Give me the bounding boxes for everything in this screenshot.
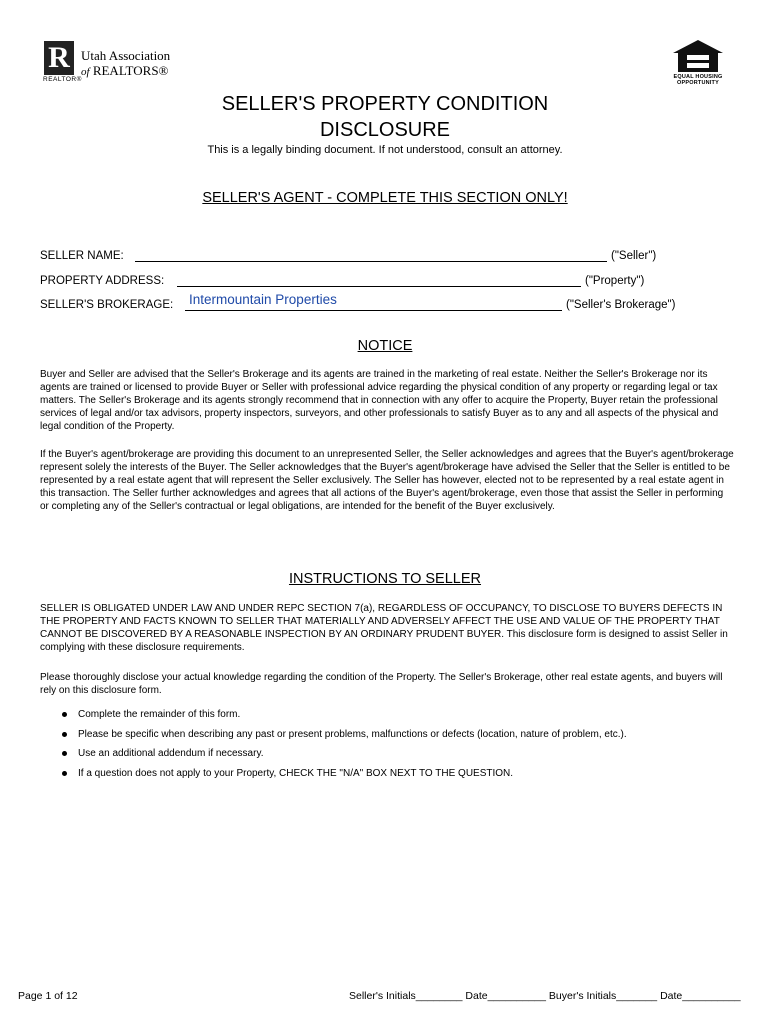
- agent-section-heading: SELLER'S AGENT - COMPLETE THIS SECTION ONLY!: [202, 190, 568, 206]
- sellers-brokerage-label: SELLER'S BROKERAGE:: [40, 299, 174, 311]
- property-address-label: PROPERTY ADDRESS:: [40, 275, 165, 287]
- seller-name-suffix: ("Seller"): [611, 250, 657, 262]
- seller-name-row: [40, 246, 730, 264]
- association-name-line1: Utah Association: [81, 48, 171, 63]
- opportunity-text: OPPORTUNITY: [677, 80, 719, 86]
- document-title-line1: SELLER'S PROPERTY CONDITION: [221, 93, 549, 115]
- realtor-association-logo: [43, 40, 173, 88]
- bullet-icon: [62, 771, 67, 776]
- sellers-brokerage-row: [40, 292, 730, 313]
- list-item: If a question does not apply to your Property, CHECK THE "N/A" BOX NEXT TO THE QUESTION.: [40, 767, 730, 780]
- instructions-bullet-list: [40, 708, 730, 786]
- seller-name-field[interactable]: [135, 245, 607, 262]
- sellers-brokerage-field[interactable]: Intermountain Properties: [185, 294, 562, 311]
- list-item: Complete the remainder of this form.: [40, 708, 730, 721]
- property-address-field[interactable]: [177, 270, 581, 287]
- instructions-paragraph-2: Please thoroughly disclose your actual knowledge regarding the condition of the Property. The Seller's Brokerage, other real estate agents, and buyers will rely on this disclosure form.: [40, 672, 723, 696]
- property-address-suffix: ("Property"): [585, 275, 645, 287]
- list-item: Please be specific when describing any past or present problems, malfunctions or defects (location, nature of problem, etc.).: [40, 728, 730, 741]
- initials-date-line[interactable]: Seller's Initials________ Date__________ Buyer's Initials_______ Date__________: [349, 990, 741, 1002]
- notice-paragraph-2: If the Buyer's agent/brokerage are providing this document to an unrepresented Seller, the Seller acknowledges and agrees that the Buyer's agent/brokerage represent solely the interests of the Buyer. The Seller acknowledges that the Buyer's agent/brokerage have advised the Seller that the Seller is entitled to be represented by a real estate agent that will represent the Seller exclusively. The Seller has however, elected not to be represented by a real estate agent in this transaction. The Seller further acknowledges and agrees that all actions of the Buyer's agent/brokerage, even those that assist the Seller in performing or completing any of the Seller's contractual or legal obligations, are intended for the benefit of the Buyer exclusively.: [40, 449, 734, 512]
- equal-housing-house-icon: [671, 39, 725, 73]
- equal-housing-logo: [671, 39, 725, 87]
- association-name-line2: of REALTORS®: [81, 63, 169, 78]
- page-number: Page 1 of 12: [18, 990, 78, 1002]
- notice-heading: NOTICE: [357, 338, 413, 354]
- equal-housing-text: EQUAL HOUSING: [673, 74, 723, 80]
- realtor-r-icon: R: [44, 41, 74, 75]
- legal-warning-subtitle: This is a legally binding document. If not understood, consult an attorney.: [207, 144, 563, 156]
- bullet-icon: [62, 732, 67, 737]
- instructions-heading: INSTRUCTIONS TO SELLER: [288, 571, 482, 587]
- bullet-icon: [62, 712, 67, 717]
- notice-paragraph-1: Buyer and Seller are advised that the Seller's Brokerage and its agents are trained in the marketing of real estate. Neither the Seller's Brokerage nor its agents are trained or licensed to provide Buyer or Seller with professional advice regarding the physical condition of any property or regarding legal or tax matters. The Seller's Brokerage and its agents strongly recommend that in connection with any offer to acquire the Property, Buyer retain the professional services of legal and/or tax advisors, property inspectors, surveyors, and other professionals to satisfy Buyer as to any and all aspects of the physical and legal condition of the Property.: [40, 369, 719, 432]
- instructions-paragraph-1: SELLER IS OBLIGATED UNDER LAW AND UNDER REPC SECTION 7(a), REGARDLESS OF OCCUPANCY, TO DISCLOSE TO BUYERS DEFECTS IN THE PROPERTY AND FACTS KNOWN TO SELLER THAT MATERIALLY AND ADVERSELY AFFECT THE USE AND VALUE OF THE PROPERTY THAT CANNOT BE DISCOVERED BY A REASONABLE INSPECTION BY AN ORDINARY PRUDENT BUYER. This disclosure form is designed to assist Seller in complying with these disclosure requirements.: [40, 603, 728, 653]
- list-item: Use an additional addendum if necessary.: [40, 747, 730, 760]
- sellers-brokerage-suffix: ("Seller's Brokerage"): [566, 299, 676, 311]
- property-address-row: [40, 271, 730, 289]
- realtor-wordmark: REALTOR®: [43, 76, 82, 83]
- bullet-icon: [62, 751, 67, 756]
- document-title-line2: DISCLOSURE: [319, 119, 451, 141]
- seller-name-label: SELLER NAME:: [40, 250, 124, 262]
